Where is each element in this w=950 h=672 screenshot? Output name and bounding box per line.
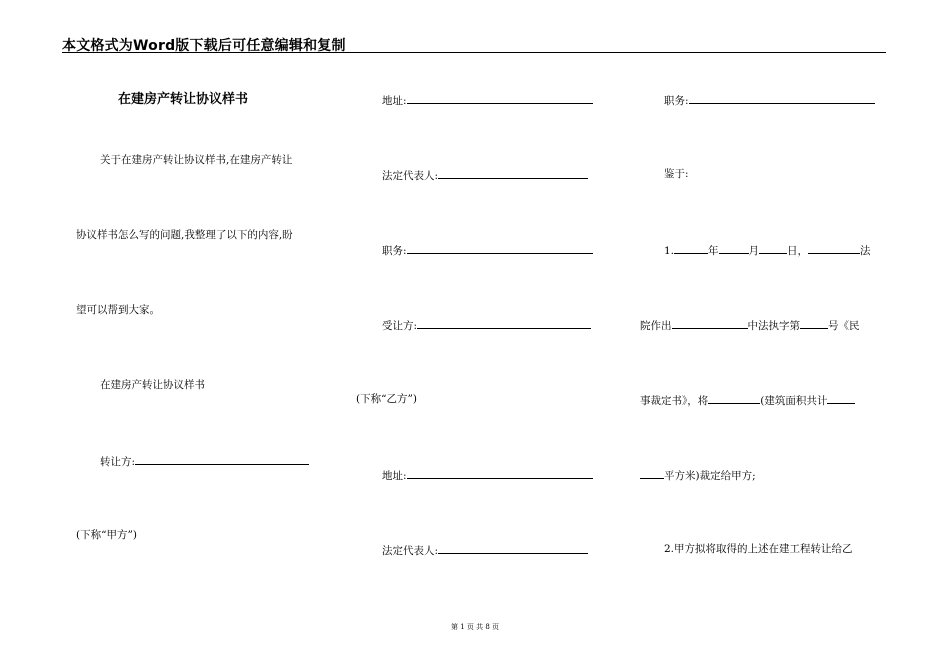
document-title: 在建房产转让协议样书 [118,92,249,107]
transferee-blank [417,317,591,329]
floor-area-label: (建筑面积共计 [760,395,828,407]
legal-rep-label-2: 法定代表人: [382,545,439,557]
month-label: 月 [748,245,760,257]
transferee-field [382,317,591,333]
address-label-1: 地址: [382,95,407,107]
legal-rep-label-1: 法定代表人: [382,170,439,182]
intro-line-1: 关于在建房产转让协议样书,在建房产转让 [100,154,293,166]
floor-area-blank [827,392,855,404]
property-blank [708,392,760,404]
ruling-court-blank [672,317,748,329]
clause-2-line-1: 2.甲方拟将取得的上述在建工程转让给乙 [664,543,853,555]
party-a-note: (下称“甲方”) [76,529,137,541]
position-label-1: 职务: [382,245,407,257]
position-field-1 [382,242,593,258]
clause-1-line-4 [640,467,756,483]
transferor-label: 转让方: [100,456,136,468]
clause-1-line-1 [664,242,871,258]
day-label: 日， [787,245,809,257]
section-subtitle: 在建房产转让协议样书 [100,379,205,391]
position-blank-2 [689,92,875,104]
position-field-2 [664,92,875,108]
transferor-field [100,453,309,469]
header-divider [62,52,886,53]
intro-line-3: 望可以帮到大家。 [76,304,160,316]
area-continuation-blank [640,467,664,479]
month-blank [719,242,749,254]
clause-1-line-3 [640,392,855,408]
day-blank [759,242,787,254]
court-blank [808,242,860,254]
position-label-2: 职务: [664,95,689,107]
address-label-2: 地址: [382,470,407,482]
whereas-heading: 鉴于: [664,168,689,180]
transferor-blank [135,453,309,465]
legal-rep-field-1 [382,167,588,183]
court-label: 法 [860,245,871,257]
legal-rep-field-2 [382,542,588,558]
case-number-blank [800,317,828,329]
address-field-1 [382,92,593,108]
transferee-label: 受让方: [382,320,418,332]
clause-1-line-2 [640,317,860,333]
year-blank [674,242,708,254]
document-header-title: 本文格式为Word版下载后可任意编辑和复制 [62,38,346,54]
party-b-note: (下称“乙方”) [356,393,417,405]
legal-rep-blank-1 [438,167,588,179]
year-label: 年 [708,245,719,257]
document-name-label: 号《民 [828,320,860,332]
page-number: 第 1 页 共 8 页 [450,623,500,631]
intro-line-2: 协议样书怎么写的问题,我整理了以下的内容,盼 [76,229,293,241]
case-number-label: 中法执字第 [747,320,800,332]
address-blank-2 [407,467,593,479]
ruling-label: 院作出 [640,320,672,332]
address-field-2 [382,467,593,483]
ruling-doc-label: 事裁定书》，将 [640,395,709,407]
legal-rep-blank-2 [438,542,588,554]
square-meter-label: 平方米)裁定给甲方; [664,470,756,482]
address-blank-1 [407,92,593,104]
position-blank-1 [407,242,593,254]
clause-1-number: 1. [664,245,675,257]
